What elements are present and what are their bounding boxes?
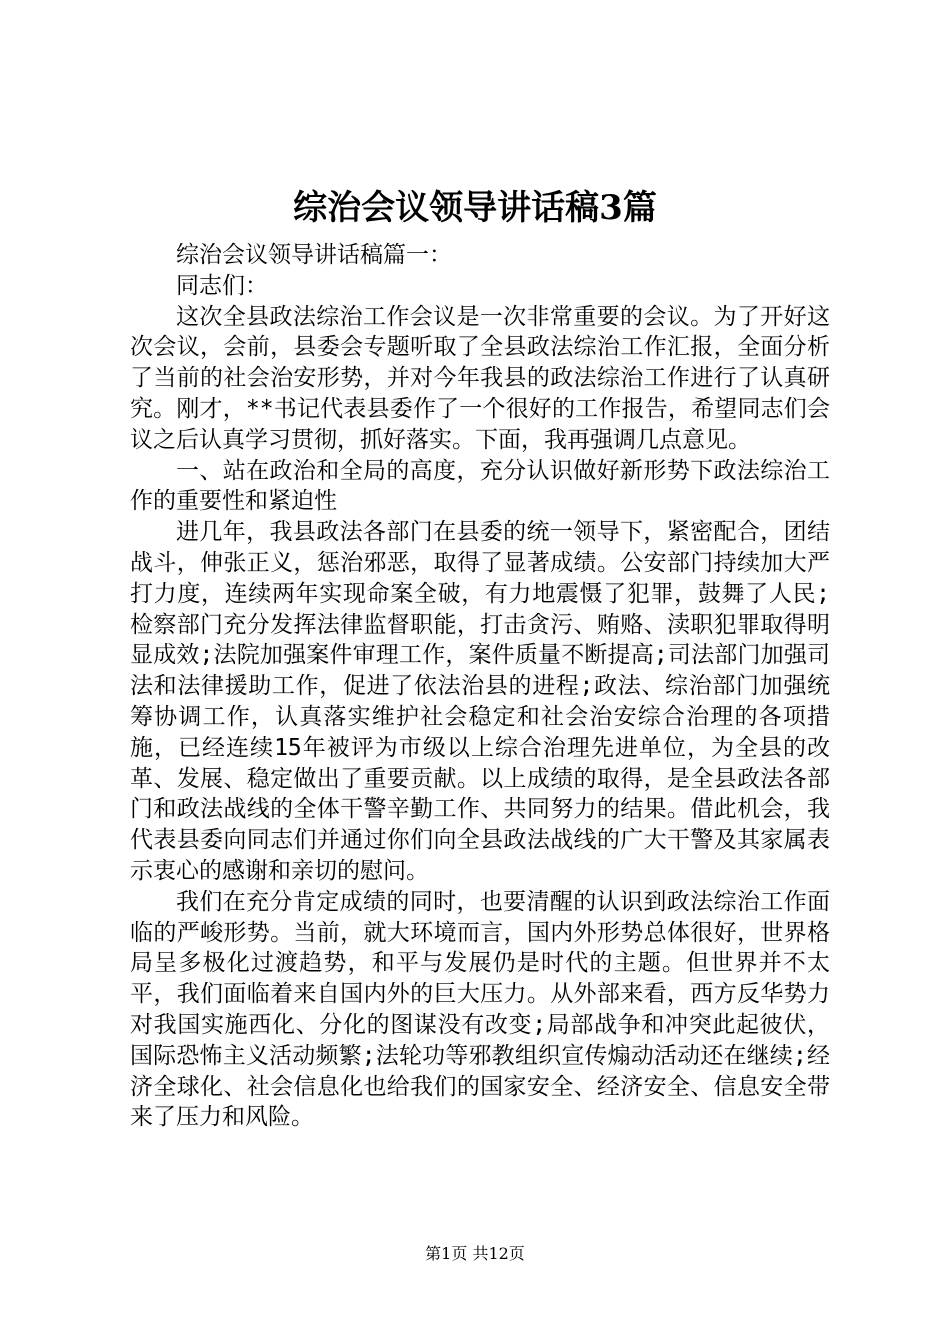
- section-heading: 一、站在政治和全局的高度，充分认识做好新形势下政法综治工作的重要性和紧迫性: [130, 457, 830, 515]
- document-title: 综治会议领导讲话稿3篇: [293, 188, 657, 228]
- paragraph: 综治会议领导讲话稿篇一：: [176, 242, 452, 268]
- paragraph: 我们在充分肯定成绩的同时，也要清醒的认识到政法综治工作面临的严峻形势。当前，就大环境而言，国内外形势总体很好，世界格局呈多极化过渡趋势，和平与发展仍是时代的主题。但世界并不太平，我们面临着来自国内外的巨大压力。从外部来看，西方反华势力对我国实施西化、分化的图谋没有改变;局部战争和冲突此起彼伏，国际恐怖主义活动频繁;法轮功等邪教组织宣传煽动活动还在继续;经济全球化、社会信息化也给我们的国家安全、经济安全、信息安全带来了压力和风险。: [130, 888, 830, 1131]
- page-footer: 第1页 共12页: [425, 1244, 525, 1263]
- document-body: [130, 240, 830, 1133]
- paragraph: 这次全县政法综治工作会议是一次非常重要的会议。为了开好这次会议，会前，县委会专题听取了全县政法综治工作汇报，全面分析了当前的社会治安形势，并对今年我县的政法综治工作进行了认真研究。刚才，**书记代表县委作了一个很好的工作报告，希望同志们会议之后认真学习贯彻，抓好落实。下面，我再强调几点意见。: [130, 303, 830, 453]
- paragraph: 同志们：: [176, 272, 268, 299]
- paragraph: 进几年，我县政法各部门在县委的统一领导下，紧密配合，团结战斗，伸张正义，惩治邪恶，取得了显著成绩。公安部门持续加大严打力度，连续两年实现命案全破，有力地震慑了犯罪，鼓舞了人民;检察部门充分发挥法律监督职能，打击贪污、贿赂、渎职犯罪取得明显成效;法院加强案件审理工作，案件质量不断提高;司法部门加强司法和法律援助工作，促进了依法治县的进程;政法、综治部门加强统筹协调工作，认真落实维护社会稳定和社会治安综合治理的各项措施，已经连续15年被评为市级以上综合治理先进单位，为全县的改革、发展、稳定做出了重要贡献。以上成绩的取得，是全县政法各部门和政法战线的全体干警辛勤工作、共同努力的结果。借此机会，我代表县委向同志们并通过你们向全县政法战线的广大干警及其家属表示衷心的感谢和亲切的慰问。: [130, 519, 830, 884]
